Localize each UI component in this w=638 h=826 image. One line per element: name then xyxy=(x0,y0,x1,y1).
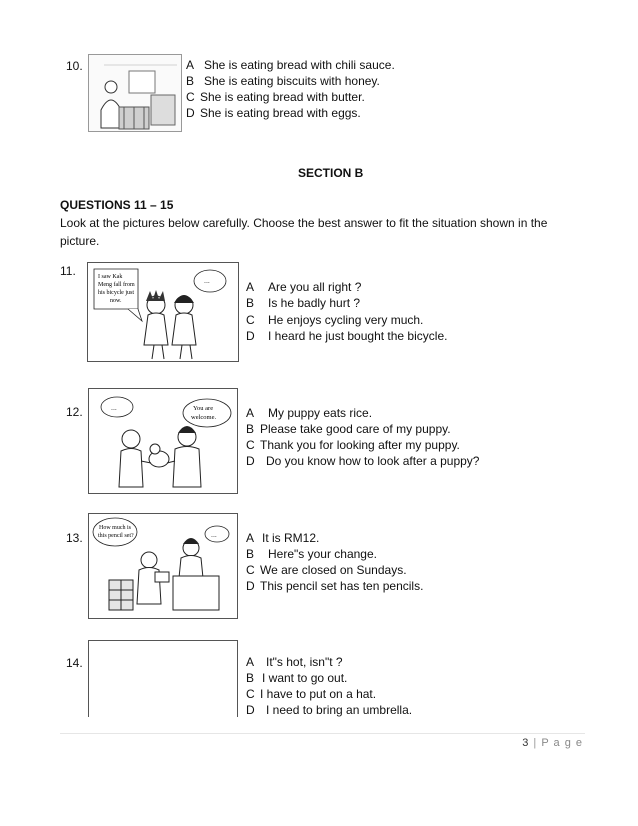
option-14-a[interactable]: A It"s hot, isn"t ? xyxy=(246,655,343,669)
question-number: 11. xyxy=(60,264,76,278)
option-10-b[interactable]: B She is eating biscuits with honey. xyxy=(186,74,380,88)
question-number: 14. xyxy=(66,656,83,670)
svg-text:...: ... xyxy=(111,405,117,412)
svg-text:this pencil set?: this pencil set? xyxy=(98,533,134,539)
svg-text:now.: now. xyxy=(110,298,122,304)
svg-text:...: ... xyxy=(204,278,210,285)
question-number: 12. xyxy=(66,405,83,419)
option-12-b[interactable]: B Please take good care of my puppy. xyxy=(246,422,451,436)
option-12-a[interactable]: A My puppy eats rice. xyxy=(246,406,373,420)
option-10-c[interactable]: C She is eating bread with butter. xyxy=(186,90,365,104)
page-label: P a g e xyxy=(541,737,583,749)
page-number: 3 xyxy=(522,737,530,749)
option-14-c[interactable]: C I have to put on a hat. xyxy=(246,687,377,701)
option-10-d[interactable]: D She is eating bread with eggs. xyxy=(186,106,361,120)
question-12-picture xyxy=(88,388,238,494)
svg-text:How much is: How much is xyxy=(99,525,131,531)
svg-text:You are: You are xyxy=(193,405,214,412)
svg-text:his bicycle just: his bicycle just xyxy=(98,290,134,296)
svg-text:...: ... xyxy=(211,532,217,539)
option-11-c[interactable]: C He enjoys cycling very much. xyxy=(246,313,424,327)
option-13-b[interactable]: B Here"s your change. xyxy=(246,547,377,561)
option-11-b[interactable]: B Is he badly hurt ? xyxy=(246,296,361,310)
option-12-d[interactable]: D Do you know how to look after a puppy? xyxy=(246,454,480,468)
question-number: 13. xyxy=(66,531,83,545)
question-13-picture xyxy=(88,513,238,619)
option-13-a[interactable]: A It is RM12. xyxy=(246,531,320,545)
option-11-d[interactable]: D I heard he just bought the bicycle. xyxy=(246,329,448,343)
page-footer: 3 | P a g e xyxy=(522,737,583,749)
bubble-text: I saw Kak xyxy=(98,274,123,280)
option-14-b[interactable]: B I want to go out. xyxy=(246,671,348,685)
option-13-c[interactable]: C We are closed on Sundays. xyxy=(246,563,407,577)
option-10-a[interactable]: A She is eating bread with chili sauce. xyxy=(186,58,395,72)
option-13-d[interactable]: D This pencil set has ten pencils. xyxy=(246,579,424,593)
footer-divider xyxy=(60,733,585,734)
option-11-a[interactable]: A Are you all right ? xyxy=(246,280,362,294)
question-14-picture xyxy=(88,640,238,717)
option-12-c[interactable]: C Thank you for looking after my puppy. xyxy=(246,438,460,452)
questions-heading: QUESTIONS 11 – 15 xyxy=(60,198,174,212)
option-14-d[interactable]: D I need to bring an umbrella. xyxy=(246,703,413,717)
question-11-picture xyxy=(87,262,239,362)
svg-text:Meng fall from: Meng fall from xyxy=(98,282,135,288)
question-number: 10. xyxy=(66,59,83,73)
svg-text:welcome.: welcome. xyxy=(191,414,217,421)
instruction-text: Look at the pictures below carefully. Choose the best answer to fit the situation shown in the picture. xyxy=(60,216,548,248)
section-title: SECTION B xyxy=(298,166,364,180)
question-10-picture xyxy=(88,54,182,132)
